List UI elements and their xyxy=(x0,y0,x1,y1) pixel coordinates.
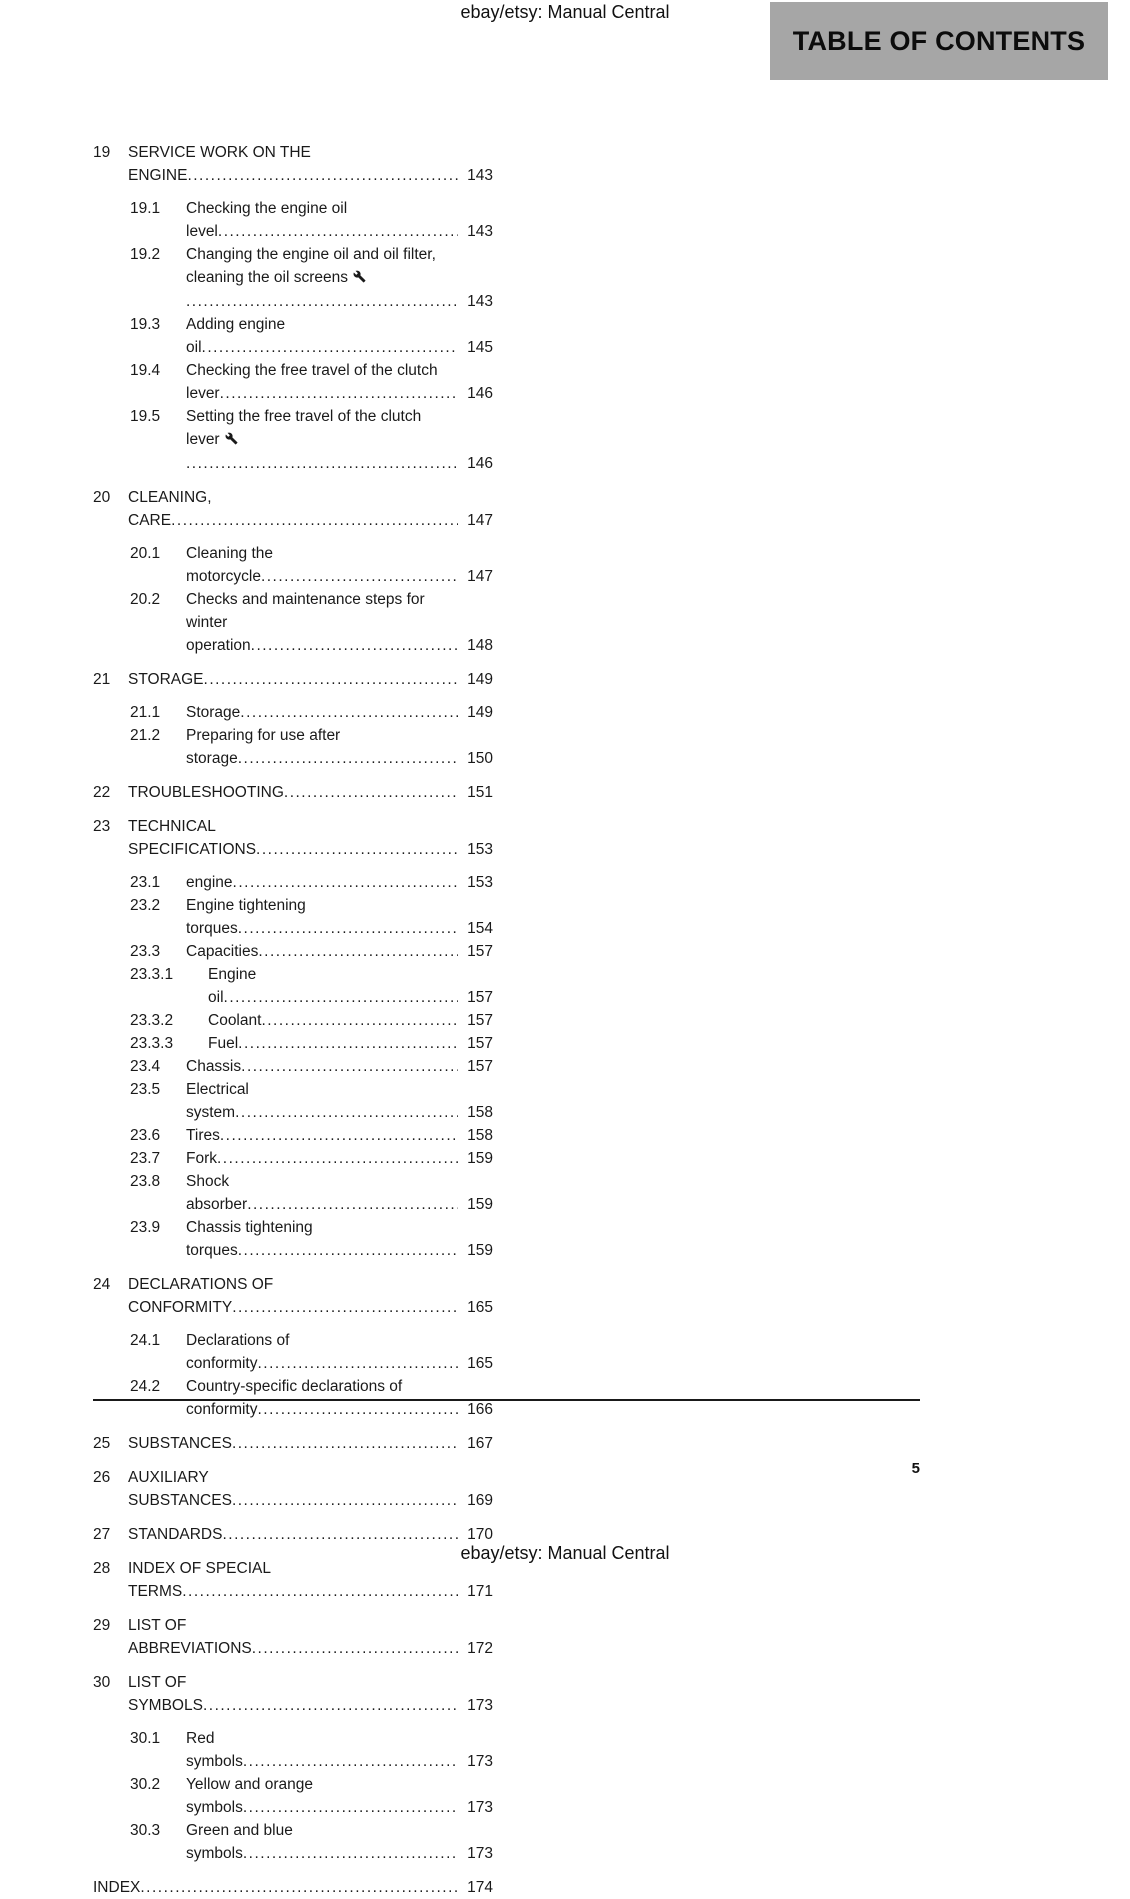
toc-entry-body xyxy=(186,313,458,359)
toc-entry-number: 23 xyxy=(93,818,111,835)
toc-entry-title: Checks and maintenance steps for winter operation ..... xyxy=(186,591,458,654)
toc-entry-number: 23.4 xyxy=(130,1058,161,1075)
toc-entry-title: SERVICE WORK ON THE ENGINE ..... xyxy=(128,144,458,184)
toc-entry-number: 20.1 xyxy=(130,545,161,562)
toc-entry[interactable] xyxy=(93,588,493,657)
toc-entry-number: 23.5 xyxy=(130,1081,161,1098)
toc-entry-number: 19 xyxy=(93,144,111,161)
toc-entry-page: 174 xyxy=(467,1879,493,1896)
toc-entry-number: 24 xyxy=(93,1276,111,1293)
toc-entry-number: 23.3.1 xyxy=(130,966,174,983)
toc-entry-body xyxy=(186,1773,458,1819)
toc-entry-title: Preparing for use after storage ..... xyxy=(186,727,458,767)
toc-entry[interactable] xyxy=(93,1819,493,1865)
wrench-icon xyxy=(353,267,366,290)
toc-entry-body xyxy=(186,197,458,243)
toc-entry-title: Capacities ..... xyxy=(186,943,458,960)
toc-entry-page: 165 xyxy=(467,1299,493,1316)
toc-entry-number: 23.3.2 xyxy=(130,1012,174,1029)
toc-entry[interactable] xyxy=(93,1876,493,1899)
toc-entry-page: 143 xyxy=(467,293,493,310)
toc-entry-body xyxy=(128,1273,458,1319)
toc-entry-number: 30 xyxy=(93,1674,111,1691)
toc-entry-number: 23.1 xyxy=(130,874,161,891)
toc-entry-title: Fuel ..... xyxy=(208,1035,458,1052)
toc-entry-title: CLEANING, CARE ..... xyxy=(128,489,458,529)
toc-entry[interactable] xyxy=(93,1671,493,1717)
toc-entry-page: 173 xyxy=(467,1697,493,1714)
toc-entry-number: 19.3 xyxy=(130,316,161,333)
toc-entry[interactable] xyxy=(93,871,493,894)
toc-entry-number: 28 xyxy=(93,1560,111,1577)
toc-entry-body xyxy=(128,815,458,861)
toc-entry-body xyxy=(186,871,458,894)
footer-divider xyxy=(93,1399,920,1401)
toc-entry[interactable] xyxy=(93,668,493,691)
toc-entry-page: 159 xyxy=(467,1150,493,1167)
toc-entry-page: 150 xyxy=(467,750,493,767)
toc-entry-page: 146 xyxy=(467,385,493,402)
banner-title: TABLE OF CONTENTS xyxy=(792,25,1086,56)
toc-entry-number: 21.1 xyxy=(130,704,161,721)
toc-entry-body xyxy=(186,1147,458,1170)
toc-entry-number: 19.5 xyxy=(130,408,161,425)
toc-entry-number: 24.2 xyxy=(130,1378,161,1395)
table-of-contents-banner xyxy=(770,2,1108,80)
toc-entry[interactable] xyxy=(93,243,493,313)
toc-entry-title: INDEX ..... xyxy=(93,1879,458,1896)
toc-entry-body xyxy=(208,1009,458,1032)
toc-entry-title: Storage ..... xyxy=(186,704,458,721)
toc-entry-title: Checking the engine oil level ..... xyxy=(186,200,458,240)
toc-entry-title: INDEX OF SPECIAL TERMS ..... xyxy=(128,1560,458,1600)
toc-entry-number: 23.9 xyxy=(130,1219,161,1236)
toc-entry-number: 25 xyxy=(93,1435,111,1452)
toc-entry-number: 19.1 xyxy=(130,200,161,217)
toc-entry-body xyxy=(186,894,458,940)
toc-entry-body xyxy=(186,243,458,313)
toc-entry-number: 30.3 xyxy=(130,1822,161,1839)
toc-entry-number: 22 xyxy=(93,784,111,801)
toc-entry-number: 23.3 xyxy=(130,943,161,960)
toc-entry-number: 30.2 xyxy=(130,1776,161,1793)
toc-entry-number: 24.1 xyxy=(130,1332,161,1349)
toc-entry-page: 170 xyxy=(467,1526,493,1543)
toc-entry-page: 169 xyxy=(467,1492,493,1509)
toc-entry-body xyxy=(186,1078,458,1124)
toc-entry-page: 149 xyxy=(467,704,493,721)
toc-entry-title: TECHNICAL SPECIFICATIONS ..... xyxy=(128,818,458,858)
toc-entry-title: LIST OF ABBREVIATIONS ..... xyxy=(128,1617,458,1657)
toc-entry-title: Electrical system ..... xyxy=(186,1081,458,1121)
toc-entry-body xyxy=(186,1375,458,1421)
toc-entry-title: Engine oil ..... xyxy=(208,966,458,1006)
toc-entry-title: TROUBLESHOOTING ..... xyxy=(128,784,458,801)
toc-entry[interactable] xyxy=(93,1432,493,1455)
toc-entry-page: 173 xyxy=(467,1753,493,1770)
toc-entry-page: 143 xyxy=(467,223,493,240)
toc-entry[interactable] xyxy=(93,1032,493,1055)
toc-entry[interactable] xyxy=(93,940,493,963)
toc-entry[interactable] xyxy=(93,1124,493,1147)
toc-entry-page: 149 xyxy=(467,671,493,688)
toc-entry-body xyxy=(186,542,458,588)
toc-entry-number: 23.2 xyxy=(130,897,161,914)
toc-entry[interactable] xyxy=(93,313,493,359)
toc-entry-body xyxy=(208,1032,458,1055)
toc-entry-page: 148 xyxy=(467,637,493,654)
toc-entry-title: Yellow and orange symbols ..... xyxy=(186,1776,458,1816)
toc-entry[interactable] xyxy=(93,1216,493,1262)
toc-entry-page: 153 xyxy=(467,841,493,858)
toc-entry-page: 143 xyxy=(467,167,493,184)
toc-entry-body xyxy=(93,1876,458,1899)
toc-entry-body xyxy=(186,1216,458,1262)
toc-entry[interactable] xyxy=(93,486,493,532)
toc-entry-title: Checking the free travel of the clutch lever ..... xyxy=(186,362,458,402)
toc-entry-title: Red symbols ..... xyxy=(186,1730,458,1770)
wrench-icon xyxy=(225,429,238,452)
toc-entry-body xyxy=(128,668,458,691)
toc-entry-page: 157 xyxy=(467,1012,493,1029)
toc-entry-title: STORAGE ..... xyxy=(128,671,458,688)
toc-entry[interactable] xyxy=(93,1329,493,1375)
toc-entry[interactable] xyxy=(93,894,493,940)
toc-entry-page: 157 xyxy=(467,989,493,1006)
toc-entry[interactable] xyxy=(93,1078,493,1124)
toc-entry-body xyxy=(128,486,458,532)
toc-entry[interactable] xyxy=(93,359,493,405)
toc-entry-page: 157 xyxy=(467,1058,493,1075)
toc-entry-page: 159 xyxy=(467,1242,493,1259)
toc-entry-body xyxy=(186,940,458,963)
toc-entry[interactable] xyxy=(93,815,493,861)
toc-entry-body xyxy=(186,1819,458,1865)
toc-entry-title: Cleaning the motorcycle ..... xyxy=(186,545,458,585)
toc-entry-body xyxy=(128,141,458,187)
toc-entry-page: 165 xyxy=(467,1355,493,1372)
toc-entry-number: 26 xyxy=(93,1469,111,1486)
toc-entry[interactable] xyxy=(93,1614,493,1660)
toc-entry-body xyxy=(128,781,458,804)
toc-entry-number: 19.2 xyxy=(130,246,161,263)
toc-entry[interactable] xyxy=(93,1009,493,1032)
toc-entry-title: LIST OF SYMBOLS ..... xyxy=(128,1674,458,1714)
toc-entry-body xyxy=(208,963,458,1009)
toc-entry-title: Chassis ..... xyxy=(186,1058,458,1075)
toc-entry-title: Tires ..... xyxy=(186,1127,458,1144)
toc-entry[interactable] xyxy=(93,1170,493,1216)
toc-entry[interactable] xyxy=(93,963,493,1009)
page-number: 5 xyxy=(911,1460,920,1477)
toc-entry[interactable] xyxy=(93,405,493,475)
toc-list xyxy=(93,130,493,1899)
toc-entry-title: Country-specific declarations of conformity ..... xyxy=(186,1378,458,1418)
toc-entry-title: engine ..... xyxy=(186,874,458,891)
toc-entry-number: 23.8 xyxy=(130,1173,161,1190)
toc-entry-number: 21.2 xyxy=(130,727,161,744)
footer-site-label: ebay/etsy: Manual Central xyxy=(460,1543,670,1563)
toc-entry-body xyxy=(186,1170,458,1216)
toc-entry-number: 19.4 xyxy=(130,362,161,379)
toc-entry[interactable] xyxy=(93,1773,493,1819)
toc-entry-number: 23.6 xyxy=(130,1127,161,1144)
toc-entry-number: 21 xyxy=(93,671,111,688)
toc-entry-page: 147 xyxy=(467,568,493,585)
toc-entry-page: 153 xyxy=(467,874,493,891)
toc-entry-page: 173 xyxy=(467,1845,493,1862)
toc-entry-body xyxy=(186,588,458,657)
toc-entry-page: 173 xyxy=(467,1799,493,1816)
toc-entry-number: 23.3.3 xyxy=(130,1035,174,1052)
toc-entry-body xyxy=(186,701,458,724)
toc-entry-title: Chassis tightening torques ..... xyxy=(186,1219,458,1259)
toc-entry-number: 20.2 xyxy=(130,591,161,608)
toc-entry-page: 157 xyxy=(467,1035,493,1052)
toc-entry-title: STANDARDS ..... xyxy=(128,1526,458,1543)
toc-entry-title: AUXILIARY SUBSTANCES ..... xyxy=(128,1469,458,1509)
toc-entry-body xyxy=(186,1329,458,1375)
toc-entry-title: Coolant ..... xyxy=(208,1012,458,1029)
toc-entry-page: 158 xyxy=(467,1127,493,1144)
toc-entry[interactable] xyxy=(93,781,493,804)
toc-entry-title: Green and blue symbols ..... xyxy=(186,1822,458,1862)
toc-entry-body xyxy=(128,1614,458,1660)
toc-entry[interactable] xyxy=(93,141,493,187)
toc-entry[interactable] xyxy=(93,1055,493,1078)
toc-entry-page: 167 xyxy=(467,1435,493,1452)
toc-entry[interactable] xyxy=(93,724,493,770)
toc-entry[interactable] xyxy=(93,1147,493,1170)
toc-entry[interactable] xyxy=(93,1375,493,1421)
header-site-label: ebay/etsy: Manual Central xyxy=(460,2,670,22)
toc-entry-body xyxy=(186,405,458,475)
toc-entry[interactable] xyxy=(93,1273,493,1319)
toc-entry-number: 27 xyxy=(93,1526,111,1543)
toc-entry-body xyxy=(128,1432,458,1455)
toc-entry-title: Changing the engine oil and oil filter, cleaning the oil screens ..... xyxy=(186,246,458,310)
toc-entry-page: 158 xyxy=(467,1104,493,1121)
toc-entry-page: 151 xyxy=(467,784,493,801)
toc-entry-title: SUBSTANCES ..... xyxy=(128,1435,458,1452)
toc-entry[interactable] xyxy=(93,197,493,243)
toc-entry[interactable] xyxy=(93,701,493,724)
toc-entry-body xyxy=(186,1055,458,1078)
toc-entry-title: Declarations of conformity ..... xyxy=(186,1332,458,1372)
toc-entry-body xyxy=(186,1124,458,1147)
toc-entry[interactable] xyxy=(93,542,493,588)
toc-entry-page: 166 xyxy=(467,1401,493,1418)
toc-entry-page: 146 xyxy=(467,455,493,472)
toc-entry-body xyxy=(186,1727,458,1773)
toc-entry-title: Engine tightening torques ..... xyxy=(186,897,458,937)
toc-entry-number: 29 xyxy=(93,1617,111,1634)
toc-entry-title: Setting the free travel of the clutch lever ..... xyxy=(186,408,458,472)
toc-entry-number: 30.1 xyxy=(130,1730,161,1747)
toc-entry-page: 172 xyxy=(467,1640,493,1657)
toc-entry-title: Shock absorber ..... xyxy=(186,1173,458,1213)
toc-entry-page: 159 xyxy=(467,1196,493,1213)
toc-entry-page: 157 xyxy=(467,943,493,960)
toc-entry-number: 20 xyxy=(93,489,111,506)
toc-entry-title: Fork ..... xyxy=(186,1150,458,1167)
toc-entry-body xyxy=(128,1671,458,1717)
toc-entry-body xyxy=(186,724,458,770)
toc-entry-page: 145 xyxy=(467,339,493,356)
toc-entry[interactable] xyxy=(93,1727,493,1773)
toc-entry-title: Adding engine oil ..... xyxy=(186,316,458,356)
toc-entry-number: 23.7 xyxy=(130,1150,161,1167)
toc-entry-title: DECLARATIONS OF CONFORMITY ..... xyxy=(128,1276,458,1316)
toc-entry-page: 154 xyxy=(467,920,493,937)
toc-entry-page: 171 xyxy=(467,1583,493,1600)
toc-entry-body xyxy=(186,359,458,405)
toc-entry-page: 147 xyxy=(467,512,493,529)
